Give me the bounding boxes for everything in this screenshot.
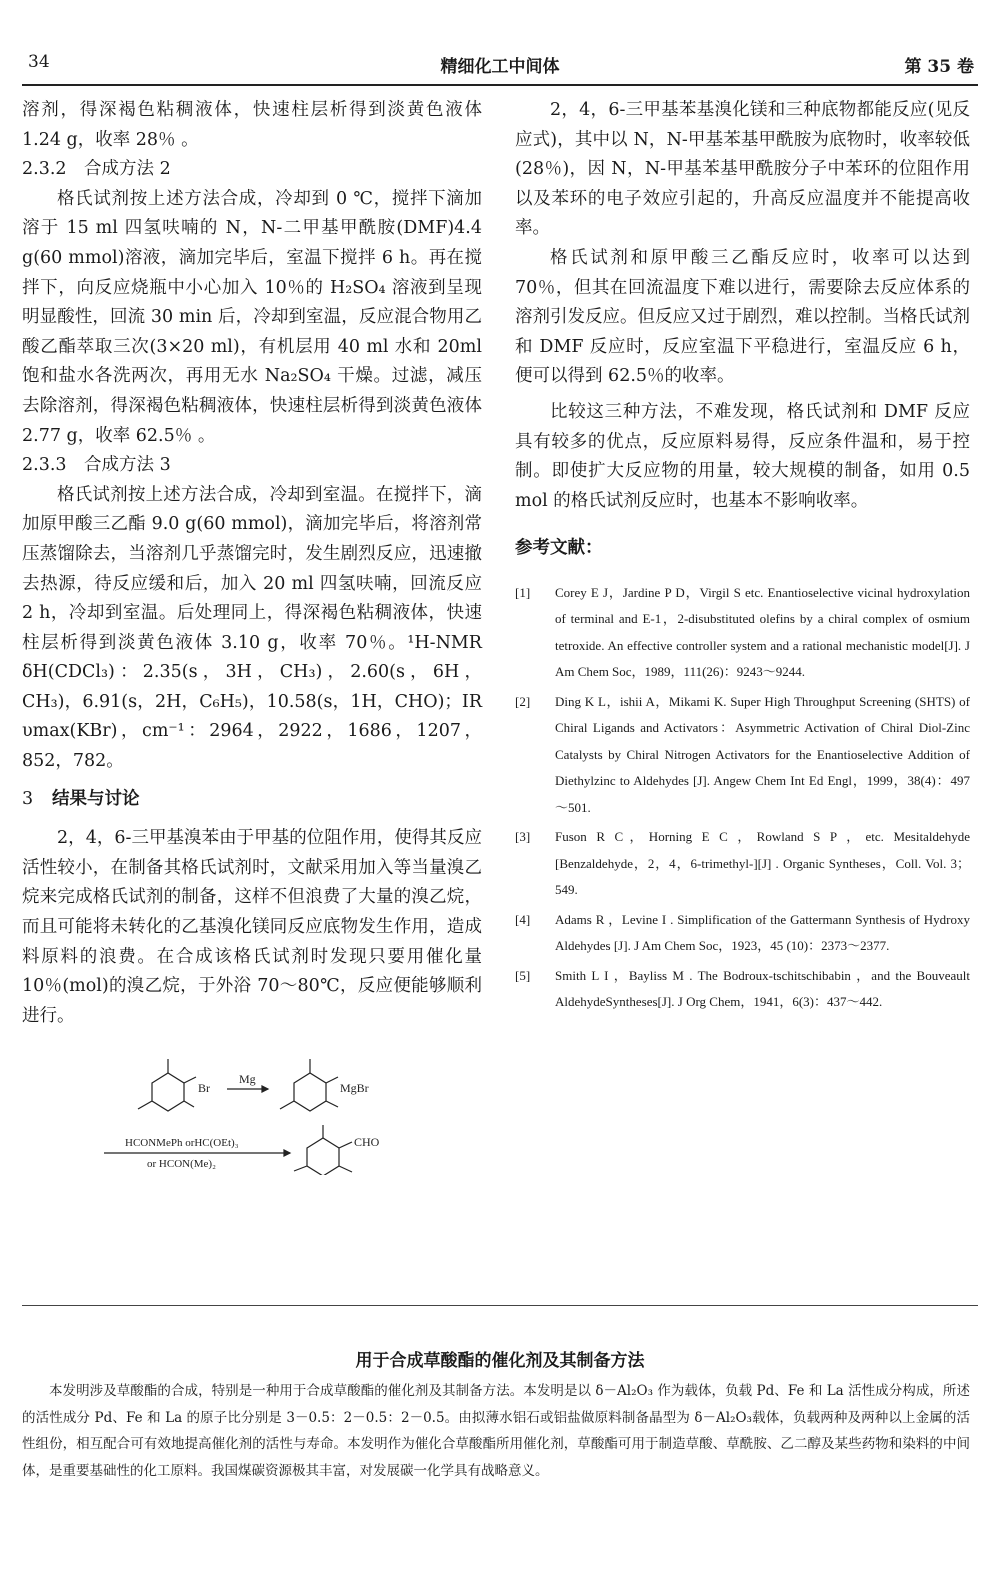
left-column [22, 96, 482, 1175]
reagent-label: or HCON(Me)₂ [147, 1158, 216, 1171]
mgbr-label: MgBr [340, 1081, 369, 1096]
subsection-title: 2.3.3 合成方法 3 [22, 455, 171, 476]
section-divider [22, 1305, 978, 1306]
reference-item [515, 689, 970, 822]
references-heading: 参考文献： [515, 538, 603, 559]
cho-label: CHO [354, 1135, 380, 1150]
paragraph: 2，4，6-三甲基溴苯由于甲基的位阻作用，使得其反应活性较小，在制备其格氏试剂时，文献采用加入等当量溴乙烷来完成格氏试剂的制备，这样不但浪费了大量的溴乙烷，而且可能将未转化的乙基溴化镁同反应底物发生作用，造成料原料的浪费。在合成该格氏试剂时发现只要用催化量 10％(mol)的溴乙烷，于外浴 70～80℃，反应便能够顺利进行。 [22, 828, 482, 1026]
reference-item [515, 963, 970, 1016]
reference-number: [1] [515, 584, 531, 600]
header-rule [22, 84, 978, 86]
journal-title: 精细化工中间体 [440, 57, 560, 77]
mesityl-bromide-structure [138, 1059, 196, 1111]
section-number: 3 [22, 788, 34, 809]
article-abstract: 本发明涉及草酸酯的合成，特别是一种用于合成草酸酯的催化剂及其制备方法。本发明是以 δ－Al₂O₃ 作为载体，负载 Pd、Fe 和 La 活性成分构成，所述的活性成分 Pd、Fe 和 La 的原子比分别是 3－0.5：2－0.5：2－0.5。由拟薄水铝石或铝盐做原料制备晶型为 δ－Al₂O₃载体，负载两种及两种以上金属的活性组份，相互配合可有效地提高催化剂的活性与寿命。本发明作为催化合草酸酯所用催化剂，草酸酯可用于制造草酸、草酰胺、乙二醇及某些药物和染料的中间体，是重要基础性的化工原料。我国煤碳资源极其丰富，对发展碳一化学具有战略意义。 [22, 1383, 970, 1479]
reference-item [515, 824, 970, 904]
reference-text: Smith L I ，Bayliss M . The Bodroux-tschitschibabin ，and the Bouveault AldehydeSyntheses[J]. J Org Chem，1941，6(3)：437～442. [555, 967, 970, 1010]
page-number: 34 [28, 52, 50, 72]
bromide-label: Br [198, 1081, 210, 1096]
running-header [22, 52, 978, 82]
paragraph: 比较这三种方法，不难发现，格氏试剂和 DMF 反应具有较多的优点，反应原料易得，反应条件温和，易于控制。即使扩大反应物的用量，较大规模的制备，如用 0.5 mol 的格氏试剂反应时，也基本不影响收率。 [515, 401, 970, 511]
reaction-scheme [22, 1045, 482, 1175]
mesitaldehyde-structure [294, 1125, 352, 1175]
paragraph: 格氏试剂按上述方法合成，冷却到 0 ℃，搅拌下滴加溶于 15 ml 四氢呋喃的 N，N-二甲基甲酰胺(DMF)4.4 g(60 mmol)溶液，滴加完毕后，室温下搅拌 6 h。再在搅拌下，向反应烧瓶中小心加入 10％的 H₂SO₄ 溶液到呈现明显酸性，回流 30 min 后，冷却到室温，反应混合物用乙酸乙酯萃取三次(3×20 ml)，有机层用 40 ml 水和 20ml 饱和盐水各洗两次，再用无水 Na₂SO₄ 干燥。过滤，减压去除溶剂，得深褐色粘稠液体，快速柱层析得到淡黄色液体 2.77 g，收率 62.5％ 。 [22, 188, 482, 446]
reference-number: [3] [515, 829, 531, 845]
reference-number: [5] [515, 967, 531, 983]
grignard-structure [280, 1059, 338, 1111]
reagent-label: Mg [239, 1072, 256, 1087]
right-column [515, 96, 970, 1019]
reference-text: Adams R ，Levine I . Simplification of the Gattermann Synthesis of Hydroxy Aldehydes [J]. J Am Chem Soc，1923，45 (10)：2373～2377. [555, 911, 970, 954]
reference-text: Fuson R C，Horning E C ，Rowland S P ，etc. Mesitaldehyde [Benzaldehyde，2，4，6-trimethyl-][J] . Organic Syntheses，Coll. Vol. 3；549. [555, 829, 970, 898]
reference-number: [4] [515, 911, 531, 927]
paragraph: 溶剂，得深褐色粘稠液体，快速柱层析得到淡黄色液体 1.24 g，收率 28％ 。 [22, 100, 482, 150]
reference-text: Corey E J，Jardine P D，Virgil S etc. Enantioselective vicinal hydroxylation of terminal and E-1，2-disubstituted olefins by a chiral complex of osmium tetroxide. An effective controller system and a rational mechanistic model[J]. J Am Chem Soc，1989，111(26)：9243～9244. [555, 584, 970, 680]
reference-number: [2] [515, 693, 531, 709]
reference-list [515, 580, 970, 1016]
section-title: 结果与讨论 [52, 788, 140, 809]
paragraph: 格氏试剂按上述方法合成，冷却到室温。在搅拌下，滴加原甲酸三乙酯 9.0 g(60 mmol)，滴加完毕后，将溶剂常压蒸馏除去，当溶剂几乎蒸馏完时，发生剧烈反应，迅速撤去热源，待反应缓和后，加入 20 ml 四氢呋喃，回流反应 2 h，冷却到室温。后处理同上，得深褐色粘稠液体，快速柱层析得到淡黄色液体 3.10 g，收率 70％。¹H-NMR δH(CDCl₃)：2.35(s，3H，CH₃)，2.60(s，6H，CH₃)，6.91(s，2H，C₆H₅)，10.58(s，1H，CHO)；IR υmax(KBr)，cm⁻¹：2964，2922，1686，1207，852，782。 [22, 484, 482, 772]
reference-text: Ding K L，ishii A，Mikami K. Super High Throughput Screening (SHTS) of Chiral Ligands and Activators：Asymmetric Activation of Chiral Diol-Zinc Catalysts by Chiral Nitrogen Activators for the Enantioselective Addition of Diethylzinc to Aldehydes [J]. Angew Chem Int Ed Engl，1999，38(4)：497～501. [555, 693, 970, 815]
article-title: 用于合成草酸酯的催化剂及其制备方法 [355, 1351, 645, 1371]
section-heading [22, 785, 482, 815]
reference-item [515, 907, 970, 960]
reagent-label: HCONMePh orHC(OEt)₃ [125, 1137, 239, 1150]
paragraph: 2，4，6-三甲基苯基溴化镁和三种底物都能反应(见反应式)，其中以 N，N-甲基苯基甲酰胺为底物时，收率较低(28％)，因 N，N-甲基苯基甲酰胺分子中苯环的位阻作用以及苯环的电子效应引起的，升高反应温度并不能提高收率。 [515, 100, 970, 239]
paragraph: 格氏试剂和原甲酸三乙酯反应时，收率可以达到 70％，但其在回流温度下难以进行，需要除去反应体系的溶剂引发反应。但反应又过于剧烈，难以控制。当格氏试剂和 DMF 反应时，反应室温下平稳进行，室温反应 6 h，便可以得到 62.5％的收率。 [515, 247, 970, 387]
volume-label: 第 35 卷 [904, 57, 974, 77]
subsection-title: 2.3.2 合成方法 2 [22, 159, 171, 180]
reaction-scheme-drawing [22, 1045, 482, 1175]
reference-item [515, 580, 970, 686]
